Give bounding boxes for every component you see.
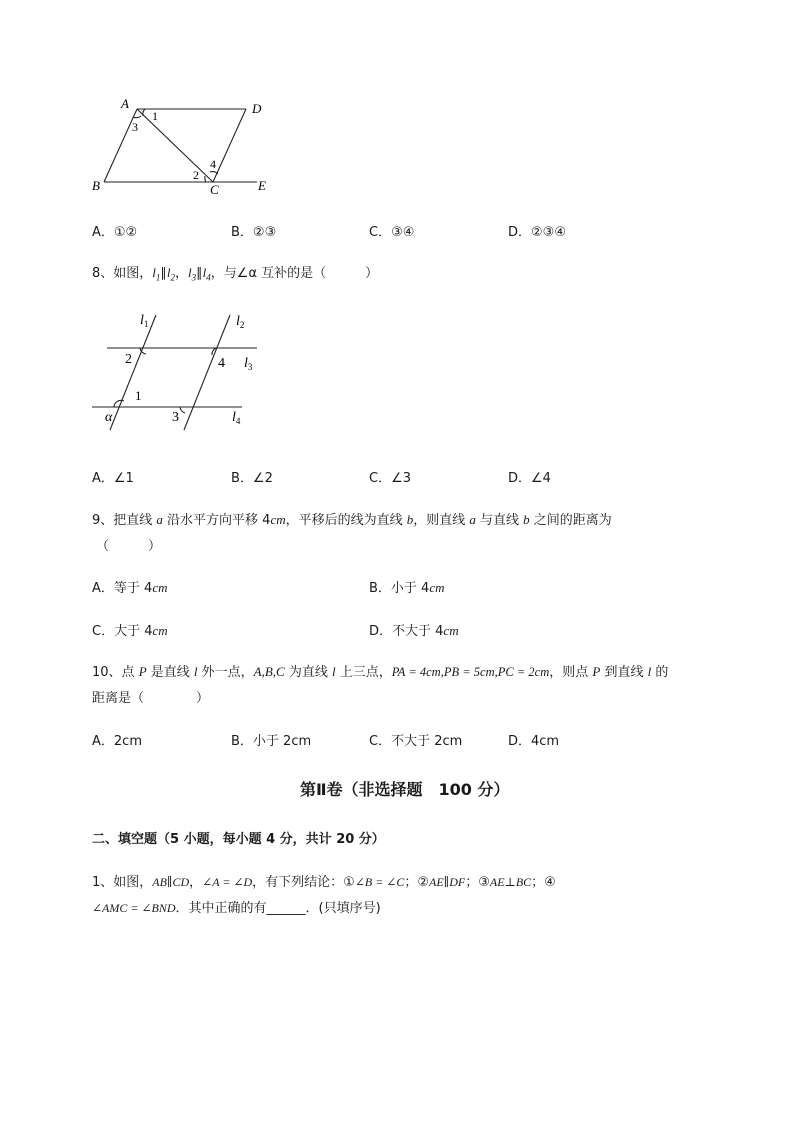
option-text: 不大于 4 xyxy=(392,624,444,639)
distance-equations: PA = 4cm,PB = 5cm,PC = 2cm xyxy=(391,665,550,679)
l3-label: $l_3$ xyxy=(244,356,253,372)
option-text: ∠3 xyxy=(391,471,412,486)
unit-cm: cm xyxy=(152,623,168,638)
fill-q1-rest: ．其中正确的有______．(只填序号) xyxy=(175,901,381,916)
math-expr: AE⊥BC xyxy=(489,875,532,889)
option-letter: A． xyxy=(92,581,114,596)
angle-3-label: 3 xyxy=(172,410,179,425)
option-text: ①② xyxy=(113,225,138,240)
var-b: b xyxy=(523,512,530,527)
line-l1: $l_1$ xyxy=(152,265,161,283)
l4-label: $l_4$ xyxy=(232,410,241,426)
parallel-symbol: ∥ xyxy=(196,266,203,281)
angle-alpha-label: α xyxy=(105,410,113,425)
q10-option-c[interactable] xyxy=(369,730,462,749)
q10-option-d[interactable] xyxy=(508,730,559,749)
q8-option-a[interactable] xyxy=(92,467,134,486)
angle-2-label: 2 xyxy=(193,168,199,182)
option-letter: A． xyxy=(92,734,114,749)
var-b: b xyxy=(406,512,414,527)
option-text: 等于 4 xyxy=(113,581,153,596)
option-letter: A． xyxy=(92,471,114,486)
option-letter: B． xyxy=(231,471,253,486)
q7-option-a[interactable] xyxy=(92,221,137,240)
q9-stem-line2: （ ） xyxy=(96,539,162,554)
fill-q1-stem: 1、如图，AB∥CD，∠A = ∠D，有下列结论：①∠B = ∠C；②AE∥DF；③AE⊥BC；④ xyxy=(92,875,556,890)
l2-label: $l_2$ xyxy=(236,314,245,330)
option-text: ∠4 xyxy=(531,471,551,486)
option-letter: C． xyxy=(369,471,392,486)
option-letter: B． xyxy=(231,734,253,749)
option-letter: D． xyxy=(508,225,532,240)
unit-cm: cm xyxy=(429,580,445,595)
line-l2: $l_2$ xyxy=(166,265,176,283)
q10-option-a[interactable] xyxy=(92,730,142,749)
math-expr: AB∥CD xyxy=(152,875,190,889)
var-P: P xyxy=(592,664,601,679)
section-title: 第Ⅱ卷（非选择题 100 分） xyxy=(300,780,510,799)
var-P: P xyxy=(138,664,147,679)
option-letter: D． xyxy=(508,471,532,486)
q8-option-c[interactable] xyxy=(369,467,411,486)
option-text: ②③④ xyxy=(531,225,566,240)
option-letter: D． xyxy=(508,734,532,749)
option-text: ②③ xyxy=(252,225,277,240)
q9-option-a[interactable] xyxy=(92,577,167,596)
var-a: a xyxy=(156,512,163,527)
l1-label: $l_1$ xyxy=(140,313,149,329)
figure-parallelogram xyxy=(85,92,285,202)
point-B-label: B xyxy=(92,178,100,193)
point-E-label: E xyxy=(258,178,266,193)
unit-cm: cm xyxy=(270,512,286,527)
option-text: 小于 4 xyxy=(390,581,430,596)
q9-option-d[interactable] xyxy=(369,620,459,639)
option-text: 大于 4 xyxy=(114,624,153,639)
angle-1-label: 1 xyxy=(135,388,142,403)
math-expr: AE∥DF xyxy=(429,875,466,889)
option-text: 4cm xyxy=(531,734,560,749)
q9-option-b[interactable] xyxy=(369,577,445,596)
line-l4: $l_4$ xyxy=(202,265,211,283)
q7-option-c[interactable] xyxy=(369,221,414,240)
angle-3-label: 3 xyxy=(132,120,138,134)
q10-stem-line2: 距离是（ ） xyxy=(92,691,210,706)
unit-cm: cm xyxy=(443,623,459,638)
option-letter: C． xyxy=(369,225,392,240)
q8-option-b[interactable] xyxy=(231,467,273,486)
option-letter: B． xyxy=(369,581,391,596)
angle-1-label: 1 xyxy=(152,109,158,123)
q9-stem: 9、把直线 a 沿水平方向平移 4cm，平移后的线为直线 b，则直线 a 与直线 b 之间的距离为 xyxy=(92,512,612,528)
q7-option-b[interactable] xyxy=(231,221,276,240)
q10-option-b[interactable] xyxy=(231,730,311,749)
option-letter: C． xyxy=(92,624,115,639)
var-a: a xyxy=(469,512,476,527)
option-text: 小于 2cm xyxy=(252,734,312,749)
option-text: ∠2 xyxy=(252,471,273,486)
var-l: l xyxy=(647,664,652,679)
line-l3: $l_3$ xyxy=(188,265,197,283)
option-text: ∠1 xyxy=(113,471,134,486)
points-ABC: A,B,C xyxy=(253,664,285,679)
q8-stem xyxy=(92,262,378,283)
point-C-label: C xyxy=(210,182,219,197)
option-letter: B． xyxy=(231,225,253,240)
math-expr: ∠AMC = ∠BND xyxy=(92,901,176,915)
angle-2-label: 2 xyxy=(125,352,132,367)
point-A-label: A xyxy=(121,96,129,111)
angle-4-label: 4 xyxy=(218,356,225,371)
option-letter: C． xyxy=(369,734,392,749)
q8-stem-prefix: 8、如图， xyxy=(92,266,153,281)
math-expr: ∠B = ∠C xyxy=(354,875,405,889)
math-expr: ∠A = ∠D xyxy=(202,875,253,889)
section-heading: 二、填空题（5 小题，每小题 4 分，共计 20 分） xyxy=(92,832,385,847)
q10-stem: 10、点 P 是直线 l 外一点，A,B,C 为直线 l 上三点，PA = 4cm,PB = 5cm,PC = 2cm，则点 P 到直线 l 的 xyxy=(92,664,669,680)
var-l: l xyxy=(193,664,198,679)
angle-4-label: 4 xyxy=(210,157,216,171)
fill-q1-line2 xyxy=(92,897,381,916)
option-text: 不大于 2cm xyxy=(391,734,463,749)
figure-parallel-lines xyxy=(88,305,273,440)
separator: ， xyxy=(175,266,189,281)
option-letter: A． xyxy=(92,225,114,240)
q7-option-d[interactable] xyxy=(508,221,566,240)
q8-option-d[interactable] xyxy=(508,467,551,486)
unit-cm: cm xyxy=(152,580,168,595)
var-l: l xyxy=(332,664,336,679)
q8-stem-suffix: ，与∠α 互补的是（ ） xyxy=(210,266,379,281)
option-letter: D． xyxy=(369,624,393,639)
option-text: ③④ xyxy=(391,225,415,240)
option-text: 2cm xyxy=(113,734,142,749)
parallel-symbol: ∥ xyxy=(160,266,167,281)
point-D-label: D xyxy=(252,101,262,116)
q9-option-c[interactable] xyxy=(92,620,168,639)
